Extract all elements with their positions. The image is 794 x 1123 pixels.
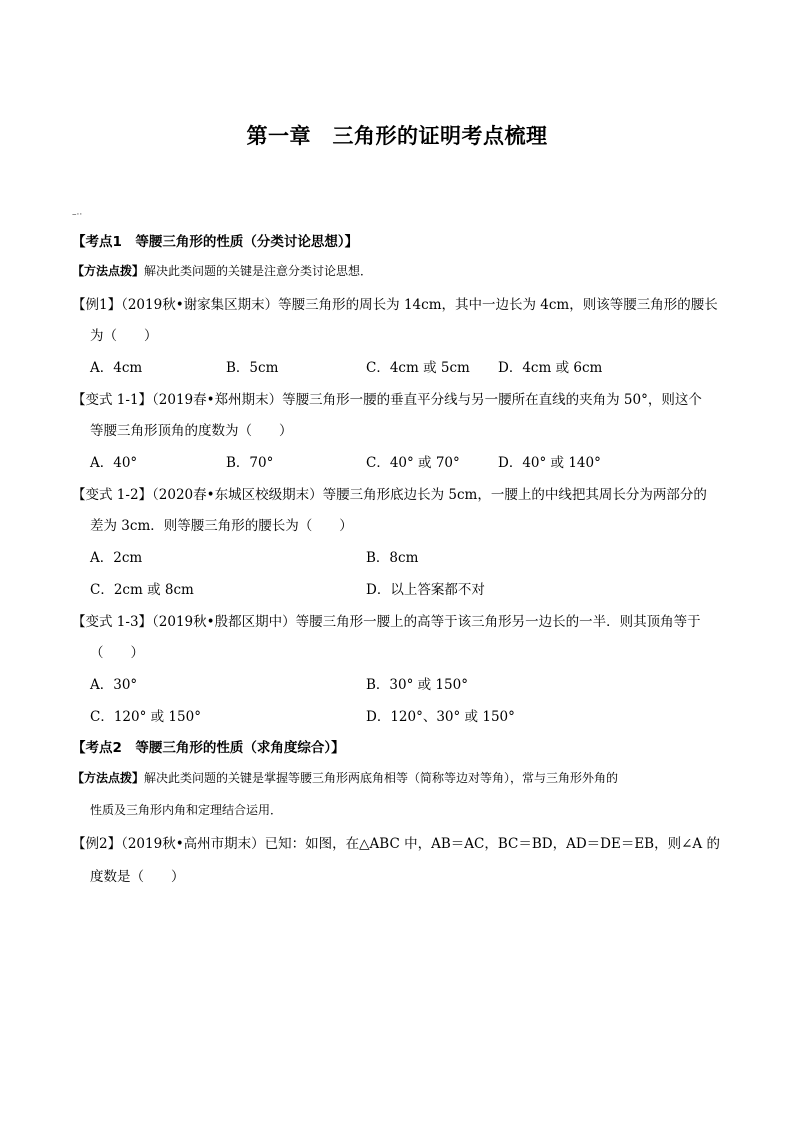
v11-option-a: A．40° (90, 455, 138, 471)
v11-option-b: B．70° (226, 455, 274, 471)
ex1-question-line2: 为（ ） (90, 328, 158, 344)
section1-heading: 【考点1 等腰三角形的性质（分类讨论思想）】 (72, 234, 359, 250)
section2-heading: 【考点2 等腰三角形的性质（求角度综合）】 (72, 740, 345, 756)
tip-label: 【方法点拨】 (72, 771, 145, 785)
v11-question-line1: 【变式 1-1】（2019春•郑州期末）等腰三角形一腰的垂直平分线与另一腰所在直线的夹角为 50°，则这个 (72, 392, 702, 408)
tip-text: 解决此类问题的关键是注意分类讨论思想． (144, 264, 373, 278)
v11-option-c: C．40° 或 70° (366, 455, 460, 471)
v13-option-d: D．120°、30° 或 150° (366, 709, 515, 725)
corner-mark: –·· (72, 210, 83, 220)
ex2-question-line1: 【例2】（2019秋•高州市期末）已知：如图，在△ABC 中，AB＝AC，BC＝BD，AD＝DE＝EB，则∠A 的 (72, 836, 720, 852)
v13-option-b: B．30° 或 150° (366, 677, 468, 693)
v12-option-d: D．以上答案都不对 (366, 582, 485, 598)
section2-tip-line2: 性质及三角形内角和定理结合运用． (90, 803, 283, 817)
v11-question-line2: 等腰三角形顶角的度数为（ ） (90, 423, 293, 439)
v13-option-a: A．30° (90, 677, 138, 693)
v11-option-d: D．40° 或 140° (498, 455, 601, 471)
v12-option-a: A．2cm (90, 550, 143, 566)
v12-option-b: B．8cm (366, 550, 419, 566)
tip-text: 解决此类问题的关键是掌握等腰三角形两底角相等（简称等边对等角），常与三角形外角的 (144, 771, 619, 785)
tip-label: 【方法点拨】 (72, 264, 145, 278)
v13-question-line1: 【变式 1-3】（2019秋•殷都区期中）等腰三角形一腰上的高等于该三角形另一边长的一半．则其顶角等于 (72, 614, 701, 630)
ex2-question-line2: 度数是（ ） (90, 869, 185, 885)
ex1-question-line1: 【例1】（2019秋•谢家集区期末）等腰三角形的周长为 14cm，其中一边长为 4cm，则该等腰三角形的腰长 (72, 297, 718, 313)
page-title: 第一章 三角形的证明考点梳理 (246, 124, 548, 148)
v13-question-line2: （ ） (90, 645, 144, 661)
v12-option-c: C．2cm 或 8cm (90, 582, 194, 598)
ex1-option-a: A．4cm (90, 360, 143, 376)
ex1-option-c: C．4cm 或 5cm (366, 360, 470, 376)
v13-option-c: C．120° 或 150° (90, 709, 201, 725)
v12-question-line2: 差为 3cm．则等腰三角形的腰长为（ ） (90, 518, 353, 534)
ex1-option-b: B．5cm (226, 360, 279, 376)
ex1-option-d: D．4cm 或 6cm (498, 360, 603, 376)
section1-tip (72, 261, 372, 281)
v12-question-line1: 【变式 1-2】（2020春•东城区校级期末）等腰三角形底边长为 5cm，一腰上的中线把其周长分为两部分的 (72, 487, 707, 503)
section2-tip-line1 (72, 768, 618, 788)
